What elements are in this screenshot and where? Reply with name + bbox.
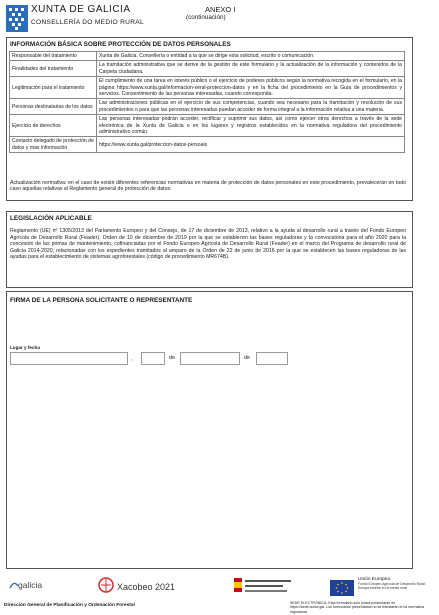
- row-key: Contacto delegado de protección de datos y más información: [10, 137, 97, 153]
- xacobeo-logo-icon: [97, 576, 117, 599]
- table-row: [10, 52, 405, 61]
- de-separator-2: de: [244, 355, 250, 361]
- legislation-title: LEGISLACIÓN APLICABLE: [10, 215, 92, 222]
- spain-government-logo-icon: [234, 577, 294, 600]
- table-row: [10, 77, 405, 99]
- date-place-label: Lugar y fecha: [10, 345, 40, 350]
- legislation-text: Reglamento (UE) nº 1305/2013 del Parlamento Europeo y del Consejo, de 17 de diciembre de 2013, relativo a la ayuda al desarrollo rural a través del Fondo Europeo Agrícola de Desarrollo Rural (Feader). Orden de 10 de diciembre de 2019 por la que se establecen las bases reguladoras y la convocatoria para el año 2020 para la concesión de las primas de mantenimiento, cofinanciadas por el Fondo Europeo Agrícola de Desarrollo Rural (Feader) en el marco del Programa de desarrollo rural de Galicia 2014-2020, relacionadas con los expedientes tramitados al amparo de la Orden de 22 de junio de 2016 por la que se establecen las bases reguladoras de las ayudas para el establecimiento de sistemas agroforestales (código de procedimiento MR674B).: [10, 228, 406, 260]
- eu-fund-text: Fondo Europeo Agrícola de Desarrollo Rural: Europa invierte en el medio rural: [358, 582, 426, 590]
- row-key: Ejercicio de derechos: [10, 115, 97, 137]
- data-protection-table: [9, 51, 405, 153]
- data-protection-title: INFORMACIÓN BÁSICA SOBRE PROTECCIÓN DE DATOS PERSONALES: [10, 41, 231, 48]
- row-value: Las personas interesadas podrán acceder, rectificar y suprimir sus datos, así como ejercer otros derechos a través de la sede electrónica de la Xunta de Galicia o en los lugares y registros establecidos en la normativa reguladora del procedimiento administrativo común.: [97, 115, 405, 137]
- place-field[interactable]: [10, 352, 128, 365]
- signature-title: FIRMA DE LA PERSONA SOLICITANTE O REPRESENTANTE: [10, 297, 193, 304]
- table-row: [10, 61, 405, 77]
- de-separator-1: de: [169, 355, 175, 361]
- data-protection-link[interactable]: https://www.xunta.gal/proteccion-datos-persoais: [99, 141, 208, 148]
- row-value: Xunta de Galicia. Consellería o entidad a la que se dirige esta solicitud, escrito o comunicación.: [97, 52, 405, 61]
- eu-flag-icon: [330, 580, 354, 601]
- org-title: XUNTA DE GALICIA: [31, 4, 131, 15]
- row-key: Responsable del tratamiento: [10, 52, 97, 61]
- table-row: [10, 115, 405, 137]
- regulatory-update-note: Actualización normativa: en el caso de existir diferentes referencias normativas en materia de protección de datos personales en este procedimiento, prevalecerán en todo caso aquellas relativas al Reglamento general de protección de datos.: [10, 180, 406, 193]
- row-key: Finalidades del tratamiento: [10, 61, 97, 77]
- row-key: Legitimación para el tratamiento: [10, 77, 97, 99]
- signature-section: [6, 291, 413, 569]
- galicia-logo-text: galicia: [18, 580, 43, 590]
- day-field[interactable]: [141, 352, 165, 365]
- row-value: La tramitación administrativa que se derive de la gestión de este formulario y la actualización de la información y contenidos de la Carpeta ciudadana.: [97, 61, 405, 77]
- row-value[interactable]: [97, 137, 405, 153]
- table-row: [10, 137, 405, 153]
- annex-title: ANEXO I: [205, 5, 236, 14]
- electronic-office-note: SEDE ELECTRÓNICA: Esta formulario solo podrá presentarse en https://sede.xunta.gal. Los formularios presentados no se tramitarán en la normativa reguladora: [290, 601, 425, 614]
- row-value: Las administraciones públicas en el ejercicio de sus competencias, cuando sea necesario para la tramitación y resolución de sus procedimientos o para que las personas interesadas puedan acceder de forma integral a la información relativa a una materia.: [97, 99, 405, 115]
- org-subtitle: CONSELLERÍA DO MEDIO RURAL: [31, 19, 144, 26]
- annex-subtitle: (continuación): [186, 14, 226, 21]
- year-field[interactable]: [256, 352, 288, 365]
- month-field[interactable]: [180, 352, 240, 365]
- xunta-logo-icon: [6, 5, 28, 32]
- row-value: El cumplimiento de una tarea en interés público o el ejercicio de poderes públicos según la normativa recogida en el formulario, en la página https://www.xunta.gal/informacion-xeral-proteccion-datos y en la ficha del procedimiento en la Guía de procedimientos y servicios. Consentimiento de las personas interesadas, cuando corresponda.: [97, 77, 405, 99]
- table-row: [10, 99, 405, 115]
- comma-separator: ,: [131, 356, 133, 362]
- row-key: Personas destinatarias de los datos: [10, 99, 97, 115]
- eu-logo-text: Unión Europea: [358, 577, 391, 582]
- department-name: Dirección General de Planificación y Ordenación Forestal: [4, 603, 135, 608]
- xacobeo-logo-text: Xacobeo 2021: [117, 582, 176, 592]
